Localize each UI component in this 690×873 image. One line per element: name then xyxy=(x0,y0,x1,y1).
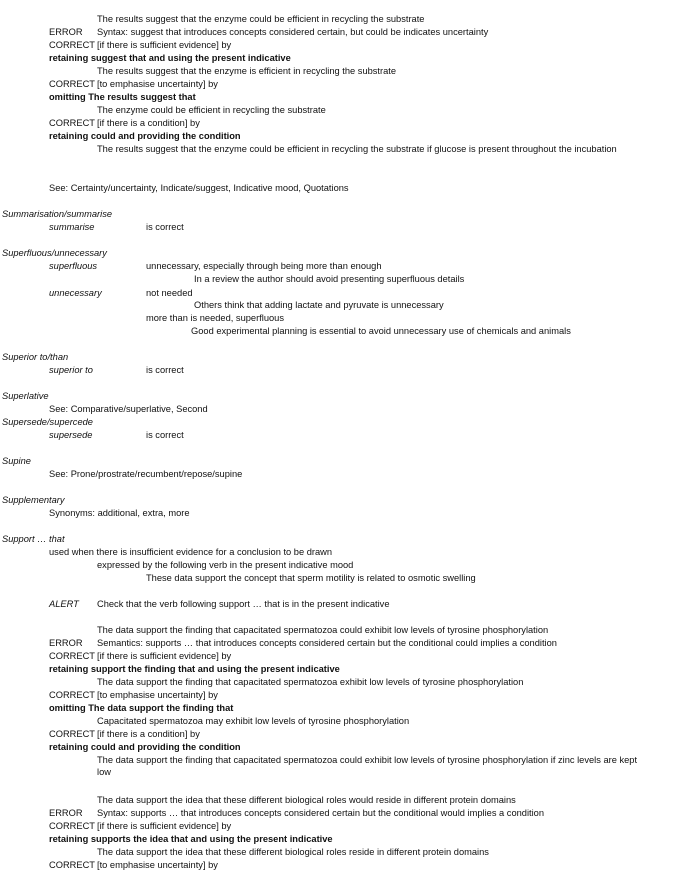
instruction: retaining could and providing the condition xyxy=(49,131,241,141)
correct-label: CORRECT xyxy=(49,651,95,661)
correct-label: CORRECT xyxy=(49,40,95,50)
entry-heading: Supersede/supercede xyxy=(2,417,93,427)
term-definition: is correct xyxy=(146,222,184,232)
term-definition: not needed xyxy=(146,288,193,298)
example-sentence: The enzyme could be efficient in recycling the substrate xyxy=(97,105,326,115)
example-sentence: The data support the finding that capacitated spermatozoa exhibit low levels of tyrosine phosphorylation xyxy=(97,677,524,687)
error-label: ERROR xyxy=(49,638,83,648)
term-definition: is correct xyxy=(146,365,184,375)
correct-condition: [to emphasise uncertainty] by xyxy=(97,690,218,700)
entry-heading: Superlative xyxy=(2,391,49,401)
correct-label: CORRECT xyxy=(49,690,95,700)
example-sentence: Others think that adding lactate and pyruvate is unnecessary xyxy=(194,300,444,310)
example-sentence: The results suggest that the enzyme could be efficient in recycling the substrate xyxy=(97,14,425,24)
correct-condition: [if there is a condition] by xyxy=(97,729,200,739)
correct-label: CORRECT xyxy=(49,860,95,870)
instruction: retaining suggest that and using the present indicative xyxy=(49,53,291,63)
example-sentence: The data support the idea that these different biological roles would reside in different protein domains xyxy=(97,795,516,805)
see-also: See: Prone/prostrate/recumbent/repose/supine xyxy=(49,469,243,479)
example-sentence: Capacitated spermatozoa may exhibit low levels of tyrosine phosphorylation xyxy=(97,716,410,726)
alert-text: Check that the verb following support … that is in the present indicative xyxy=(97,599,390,609)
correct-label: CORRECT xyxy=(49,729,95,739)
entry-heading: Superfluous/unnecessary xyxy=(2,248,107,258)
instruction: retaining support the finding that and using the present indicative xyxy=(49,664,340,674)
instruction: retaining could and providing the condition xyxy=(49,742,241,752)
example-sentence: The data support the finding that capacitated spermatozoa could exhibit low levels of tyrosine phosphorylation xyxy=(97,625,549,635)
alert-label: ALERT xyxy=(49,599,79,609)
see-also: See: Comparative/superlative, Second xyxy=(49,404,208,414)
term-label: superior to xyxy=(49,365,93,375)
correct-label: CORRECT xyxy=(49,79,95,89)
error-label: ERROR xyxy=(49,808,83,818)
entry-heading: Supine xyxy=(2,456,31,466)
error-explanation: Syntax: supports … that introduces concepts considered certain but the conditional would implies a condition xyxy=(97,808,545,818)
correct-condition: [if there is a condition] by xyxy=(97,118,200,128)
error-label: ERROR xyxy=(49,27,83,37)
instruction: omitting The results suggest that xyxy=(49,92,196,102)
example-sentence: Good experimental planning is essential to avoid unnecessary use of chemicals and animals xyxy=(191,326,571,336)
entry-heading: Support … that xyxy=(2,534,65,544)
term-label: summarise xyxy=(49,222,95,232)
entry-heading: Supplementary xyxy=(2,495,65,505)
example-sentence: In a review the author should avoid presenting superfluous details xyxy=(194,274,465,284)
correct-condition: [to emphasise uncertainty] by xyxy=(97,79,218,89)
example-sentence: The results suggest that the enzyme could be efficient in recycling the substrate if glucose is present throughout the incubation xyxy=(97,144,617,154)
term-definition: is correct xyxy=(146,430,184,440)
example-sentence: The data support the idea that these different biological roles reside in different protein domains xyxy=(97,847,489,857)
correct-condition: [to emphasise uncertainty] by xyxy=(97,860,218,870)
entry-heading: Summarisation/summarise xyxy=(2,209,113,219)
correct-label: CORRECT xyxy=(49,118,95,128)
example-sentence: The data support the finding that capacitated spermatozoa could exhibit low levels of tyrosine phosphorylation if zinc levels are kept low xyxy=(97,755,638,777)
term-definition: unnecessary, especially through being more than enough xyxy=(146,261,382,271)
correct-label: CORRECT xyxy=(49,821,95,831)
error-explanation: Semantics: supports … that introduces concepts considered certain but the conditional could implies a condition xyxy=(97,638,557,648)
term-label: supersede xyxy=(49,430,93,440)
instruction: omitting The data support the finding that xyxy=(49,703,234,713)
error-explanation: Syntax: suggest that introduces concepts considered certain, but could be indicates uncertainty xyxy=(97,27,489,37)
usage-note: expressed by the following verb in the present indicative mood xyxy=(97,560,354,570)
correct-condition: [if there is sufficient evidence] by xyxy=(97,821,232,831)
correct-condition: [if there is sufficient evidence] by xyxy=(97,40,232,50)
entry-heading: Superior to/than xyxy=(2,352,69,362)
term-definition: more than is needed, superfluous xyxy=(146,313,284,323)
see-also: See: Certainty/uncertainty, Indicate/suggest, Indicative mood, Quotations xyxy=(49,183,349,193)
usage-note: used when there is insufficient evidence for a conclusion to be drawn xyxy=(49,547,333,557)
term-label: superfluous xyxy=(49,261,98,271)
term-label: unnecessary xyxy=(49,288,102,298)
synonyms: Synonyms: additional, extra, more xyxy=(49,508,190,518)
example-sentence: These data support the concept that sperm motility is related to osmotic swelling xyxy=(146,573,476,583)
example-sentence: The results suggest that the enzyme is efficient in recycling the substrate xyxy=(97,66,397,76)
correct-condition: [if there is sufficient evidence] by xyxy=(97,651,232,661)
instruction: retaining supports the idea that and using the present indicative xyxy=(49,834,333,844)
